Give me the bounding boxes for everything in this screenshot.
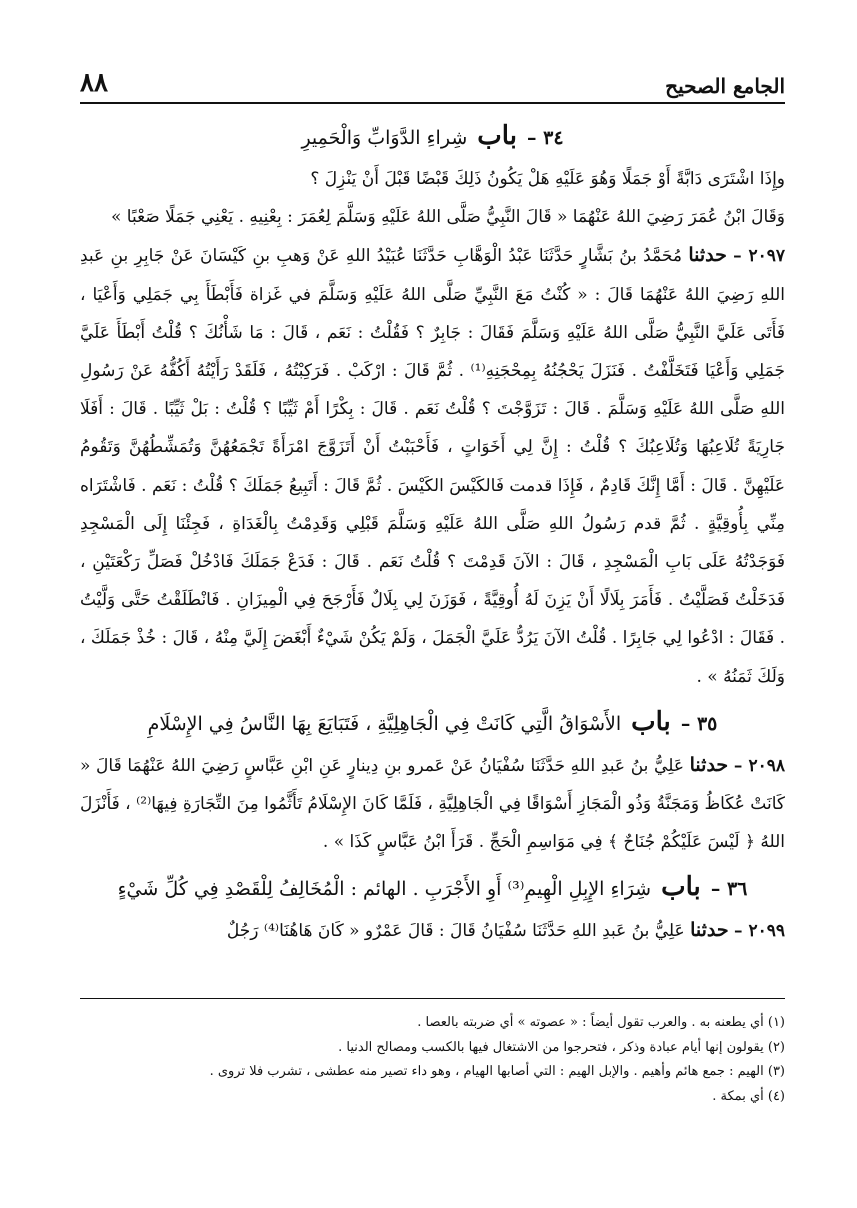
hadith-text: عَلِيُّ بنُ عَبدِ اللهِ حَدَّثَنَا سُفْيَانُ عَنْ عَمرو بنِ دِينارٍ عَنِ ابْنِ عَبَّاسٍ رَضِيَ اللهُ عَنْهُمَا قَالَ « كَانَتْ عُكَاظُ وَمَجَنَّةُ وَذُو الْمَجَازِ أَسْوَاقًا فِي الْجَاهِلِيَّةِ ، فَلَمَّا كَانَ الإِسْلَامُ تَأَثَّمُوا مِنَ التِّجَارَةِ فِيهَا⁽²⁾ ، فَأَنْزَلَ اللهُ ﴿ لَيْسَ عَلَيْكُمْ جُنَاحٌ ﴾ فِي مَوَاسِمِ الْحَجِّ . قَرَأَ ابْنُ عَبَّاسٍ كَذَا » . [80,755,785,853]
chapter-title: شِراءِ الدَّوَابِّ وَالْحَمِيرِ [301,127,468,149]
chapter-heading [80,867,785,909]
hadith-number: ٢٠٩٨ – [733,755,786,776]
hadith-paragraph [80,746,785,862]
chapter-number: ٣٦ – [710,878,748,901]
hadith-number: ٢٠٩٩ – [734,921,785,942]
chapter-title: الأَسْوَاقُ الَّتِي كَانَتْ فِي الْجَاهِلِيَّةِ ، فَتَبَايَعَ بِهَا النَّاسُ فِي الإِسْلَامِ [147,712,622,735]
book-title: الجامع الصحيح [665,74,785,98]
paragraph-text: وَقَالَ ابْنُ عُمَرَ رَضِيَ اللهُ عَنْهُمَا « قَالَ النَّبِيُّ صَلَّى اللهُ عَلَيْهِ وَسَلَّمَ لِعُمَرَ : بِعْنِيهِ . يَعْنِي جَمَلًا صَعْبًا » [110,207,785,228]
haddathana-word: حدثنا [689,753,729,776]
hadith-paragraph [80,236,785,695]
bab-label: باب [477,121,517,151]
chapter-heading [80,702,785,744]
bab-label: باب [661,872,701,903]
chapter-number: ٣٥ – [680,712,718,735]
bab-label: باب [631,706,671,737]
chapter-number: ٣٤ – [526,127,564,149]
hadith-text: مُحَمَّدُ بنُ بَشَّارٍ حَدَّثَنَا عَبْدُ الْوَهَّابِ حَدَّثَنَا عُبَيْدُ اللهِ عَنْ وَهبِ بنِ كَيْسَانَ عَنْ جَابِرِ بنِ عَبدِ اللهِ رَضِيَ اللهُ عَنْهُمَا قَالَ : « كُنْتُ مَعَ النَّبِيِّ صَلَّى اللهُ عَلَيْهِ وَسَلَّمَ في غَزاة فَأَبْطَأَ بِي جَمَلِي وَأَعْيَا ، فَأَتَى عَلَيَّ النَّبِيُّ صَلَّى اللهُ عَلَيْهِ وَسَلَّمَ فَقَالَ : جَابِرٌ ؟ فَقُلْتُ : نَعَم ، قَالَ : مَا شَأْنُكَ ؟ قُلْتُ أَبْطَأَ عَلَيَّ جَمَلِي وَأَعْيَا فَتَخَلَّفْتُ . فَنَزَلَ يَحْجُنُهُ بِمِحْجَنِهِ⁽¹⁾ . ثُمَّ قَالَ : ارْكَبْ . فَرَكِبْتُهُ ، فَلَقَدْ رَأَيْتُهُ أَكُفُّهُ عَنْ رَسُولِ اللهِ صَلَّى اللهُ عَلَيْهِ وَسَلَّمَ . قَالَ : تَزَوَّجْتَ ؟ قُلْتُ نَعَم . قَالَ : بِكْرًا أَمْ ثَيِّبًا ؟ قُلْتُ : بَلْ ثَيِّبًا . قَالَ : أَفَلَا جَارِيَةً تُلَاعِبُهَا وَتُلَاعِبُكَ ؟ قُلْتُ : إِنَّ لِي أَخَوَاتٍ ، فَأَحْبَبْتُ أَنْ أَتَزَوَّجَ امْرَأَةً تَجْمَعُهُنَّ وَتُمَشِّطُهُنَّ وَتَقُومُ عَلَيْهِنَّ . قَالَ : أَمَّا إِنَّكَ قَادِمٌ ، فَإِذَا قدمت فَالكَيْسَ الكَيْسَ . ثُمَّ قَالَ : أَتَبِيعُ جَمَلَكَ ؟ قُلْتُ : نَعَم . فَاشْتَرَاه مِنِّي بِأُوقِيَّةٍ . ثُمَّ قدم رَسُولُ اللهِ صَلَّى اللهُ عَلَيْهِ وَسَلَّمَ قَبْلِي وَقَدِمْتُ بِالْغَدَاةِ ، فَجِئْنَا إِلَى الْمَسْجِدِ فَوَجَدْتُهُ عَلَى بَابِ الْمَسْجِدِ ، قَالَ : الآنَ قَدِمْتَ ؟ قُلْتُ نَعَم . قَالَ : فَدَعْ جَمَلَكَ فَادْخُلْ فَصَلِّ رَكْعَتَيْنِ ، فَدَخَلْتُ فَصَلَّيْتُ . فَأَمَرَ بِلَالًا أَنْ يَزِنَ لَهُ أُوقِيَّةً ، فَوَزَنَ لِي بِلَالٌ فَأَرْجَحَ فِي الْمِيزَانِ . فَانْطَلَقْتُ حَتَّى وَلَّيْتُ . فَقَالَ : ادْعُوا لِي جَابِرًا . قُلْتُ الآنَ يَرُدُّ عَلَيَّ الْجَمَلَ ، وَلَمْ يَكُنْ شَيْءٌ أَبْغَضَ إِلَيَّ مِنْهُ ، قَالَ : خُذْ جَمَلَكَ ، وَلَكَ ثَمَنُهُ » . [80,246,785,687]
footnote: (٤) أي بمكة . [712,1088,785,1104]
hadith-text: عَلِيُّ بنُ عَبدِ اللهِ حَدَّثَنَا سُفْيَانُ قَالَ : قَالَ عَمْرٌو « كَانَ هَاهُنَا⁽⁴⁾ رَجُلٌ [226,921,685,942]
hadith-paragraph [80,911,785,950]
hadith-number: ٢٠٩٧ – [733,246,786,267]
chapter-note [80,198,785,236]
main-text [80,116,785,951]
footnotes [80,998,785,1109]
paragraph-text: وإِذَا اشْتَرَى دَابَّةً أَوْ جَمَلًا وَهُوَ عَلَيْهِ هَلْ يَكُونُ ذَلِكَ قَبْضًا قَبْلَ أَنْ يَنْزِلَ ؟ [310,169,785,189]
chapter-title: شِرَاءِ الإِبِلِ الْهِيمِ⁽³⁾ أَوِ الأَجْرَبِ . الهائم : الْمُخَالِفُ لِلْقَصْدِ فِي كُلِّ شَيْءٍ [117,878,652,901]
haddathana-word: حدثنا [690,919,729,942]
footnote: (٢) يقولون إنها أيام عبادة وذكر ، فتحرجوا من الاشتغال فيها بالكسب ومصالح الدنيا . [338,1039,785,1055]
chapter-note [80,160,785,198]
haddathana-word: حدثنا [688,244,727,267]
running-header [80,58,785,104]
chapter-heading [80,116,785,158]
footnote: (١) أي يطعنه به . والعرب تقول أيضاً : « عصوته » أي ضربته بالعصا . [417,1015,785,1030]
page-number: ٨٨ [80,68,108,98]
footnote: (٣) الهيم : جمع هائم وأهيم . والإبل الهيم : التي أصابها الهيام ، وهو داء تصير منه عطشى ، تشرب فلا تروى . [209,1064,785,1079]
